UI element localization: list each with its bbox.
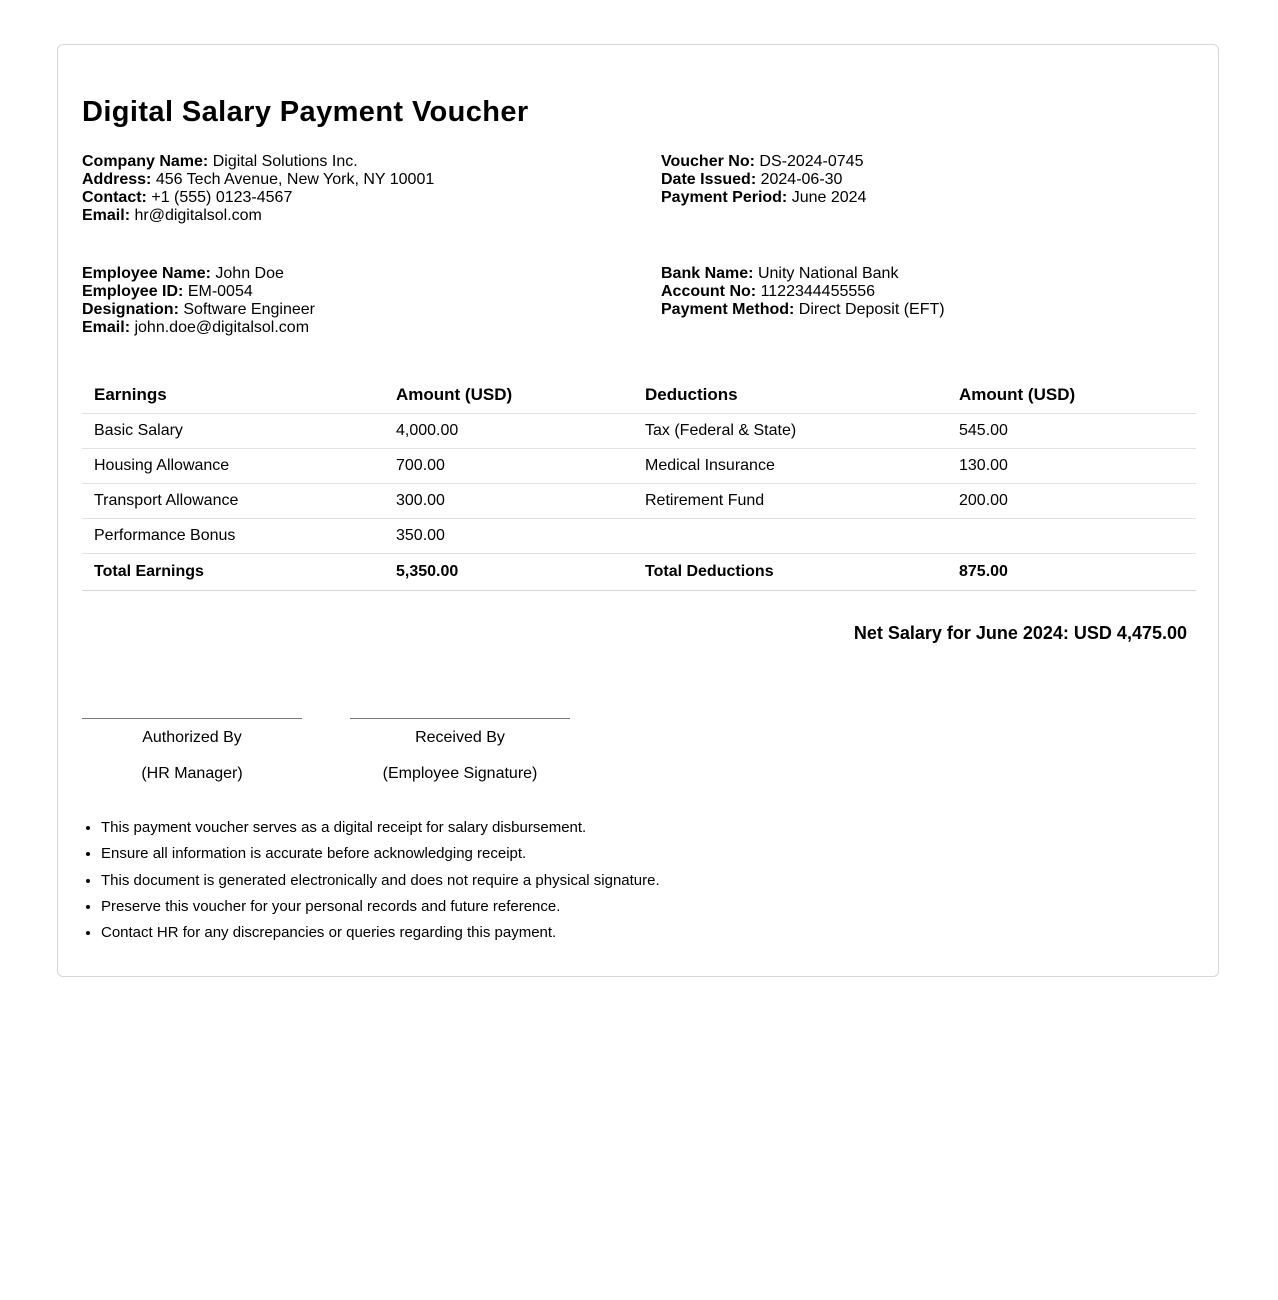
signature-desc: (HR Manager) xyxy=(141,765,243,782)
signature-authorized xyxy=(82,718,302,783)
employee-id-label: Employee ID: xyxy=(82,283,184,300)
table-row xyxy=(82,519,1196,554)
company-email-value: hr@digitalsol.com xyxy=(134,207,262,224)
list-item: • This payment voucher serves as a digital receipt for salary disbursement. xyxy=(101,819,660,845)
table-row xyxy=(82,449,1196,484)
company-name-line xyxy=(82,153,434,171)
signature-desc: (Employee Signature) xyxy=(382,765,538,782)
total-earnings-value: 5,350.00 xyxy=(384,554,633,591)
earning-name: Basic Salary xyxy=(82,414,384,449)
payment-method-label: Payment Method: xyxy=(661,301,795,318)
employee-id-line xyxy=(82,283,315,301)
list-item: • Ensure all information is accurate before acknowledging receipt. xyxy=(101,845,660,871)
payment-period-line xyxy=(661,189,866,207)
net-salary: Net Salary for June 2024: USD 4,475.00 xyxy=(853,623,1187,643)
payment-method-line xyxy=(661,301,945,319)
totals-row xyxy=(82,554,1196,591)
earnings-amount-header: Amount (USD) xyxy=(384,376,633,414)
company-name-value: Digital Solutions Inc. xyxy=(212,153,358,170)
employee-name-line xyxy=(82,265,315,283)
company-contact-line xyxy=(82,189,434,207)
voucher-info xyxy=(661,153,866,207)
employee-email-line xyxy=(82,319,315,337)
date-issued-value: 2024-06-30 xyxy=(760,171,843,188)
account-no-line xyxy=(661,283,945,301)
voucher-no-label: Voucher No: xyxy=(661,153,755,170)
company-contact-value: +1 (555) 0123-4567 xyxy=(151,189,293,206)
list-item: • Contact HR for any discrepancies or queries regarding this payment. xyxy=(101,924,660,950)
company-address-line xyxy=(82,171,434,189)
bank-name-value: Unity National Bank xyxy=(757,265,899,282)
signature-line xyxy=(82,718,302,719)
deduction-name: Retirement Fund xyxy=(633,484,947,519)
salary-voucher xyxy=(57,44,1219,977)
voucher-no-value: DS-2024-0745 xyxy=(759,153,864,170)
signature-role: Authorized By xyxy=(142,729,242,746)
designation-value: Software Engineer xyxy=(183,301,315,318)
list-item: • Preserve this voucher for your personal records and future reference. xyxy=(101,898,660,924)
deductions-header: Deductions xyxy=(633,376,947,414)
page-title: Digital Salary Payment Voucher xyxy=(82,96,529,128)
company-address-value: 456 Tech Avenue, New York, NY 10001 xyxy=(155,171,435,188)
earning-name: Transport Allowance xyxy=(82,484,384,519)
bank-name-line xyxy=(661,265,945,283)
employee-info xyxy=(82,265,315,337)
designation-label: Designation: xyxy=(82,301,179,318)
earning-amount: 700.00 xyxy=(384,449,633,484)
deduction-name: Medical Insurance xyxy=(633,449,947,484)
total-deductions-value: 875.00 xyxy=(947,554,1196,591)
total-deductions-label: Total Deductions xyxy=(633,554,947,591)
deduction-name xyxy=(633,519,947,554)
signature-line xyxy=(350,718,570,719)
voucher-no-line xyxy=(661,153,866,171)
company-address-label: Address: xyxy=(82,171,152,188)
signature-received xyxy=(350,718,570,783)
bank-info xyxy=(661,265,945,319)
company-name-label: Company Name: xyxy=(82,153,209,170)
total-earnings-label: Total Earnings xyxy=(82,554,384,591)
deduction-amount xyxy=(947,519,1196,554)
company-email-line xyxy=(82,207,434,225)
employee-id-value: EM-0054 xyxy=(187,283,253,300)
company-contact-label: Contact: xyxy=(82,189,147,206)
earning-name: Performance Bonus xyxy=(82,519,384,554)
account-no-value: 1122344455556 xyxy=(760,283,876,300)
date-issued-label: Date Issued: xyxy=(661,171,757,188)
table-header-row xyxy=(82,376,1196,414)
signature-role: Received By xyxy=(415,729,505,746)
earning-amount: 4,000.00 xyxy=(384,414,633,449)
employee-email-label: Email: xyxy=(82,319,131,336)
deduction-amount: 130.00 xyxy=(947,449,1196,484)
notes-list xyxy=(82,819,660,950)
company-email-label: Email: xyxy=(82,207,131,224)
payment-period-label: Payment Period: xyxy=(661,189,788,206)
employee-name-value: John Doe xyxy=(215,265,284,282)
list-item: • This document is generated electronically and does not require a physical signature. xyxy=(101,872,660,898)
deduction-name: Tax (Federal & State) xyxy=(633,414,947,449)
employee-email-value: john.doe@digitalsol.com xyxy=(134,319,310,336)
deduction-amount: 545.00 xyxy=(947,414,1196,449)
table-row xyxy=(82,414,1196,449)
earnings-deductions-table xyxy=(82,376,1196,591)
company-info xyxy=(82,153,434,225)
date-issued-line xyxy=(661,171,866,189)
account-no-label: Account No: xyxy=(661,283,757,300)
payment-period-value: June 2024 xyxy=(791,189,867,206)
deductions-amount-header: Amount (USD) xyxy=(947,376,1196,414)
deduction-amount: 200.00 xyxy=(947,484,1196,519)
employee-name-label: Employee Name: xyxy=(82,265,211,282)
table-row xyxy=(82,484,1196,519)
earning-name: Housing Allowance xyxy=(82,449,384,484)
earning-amount: 350.00 xyxy=(384,519,633,554)
earnings-header: Earnings xyxy=(82,376,384,414)
payment-method-value: Direct Deposit (EFT) xyxy=(798,301,945,318)
earning-amount: 300.00 xyxy=(384,484,633,519)
designation-line xyxy=(82,301,315,319)
bank-name-label: Bank Name: xyxy=(661,265,754,282)
